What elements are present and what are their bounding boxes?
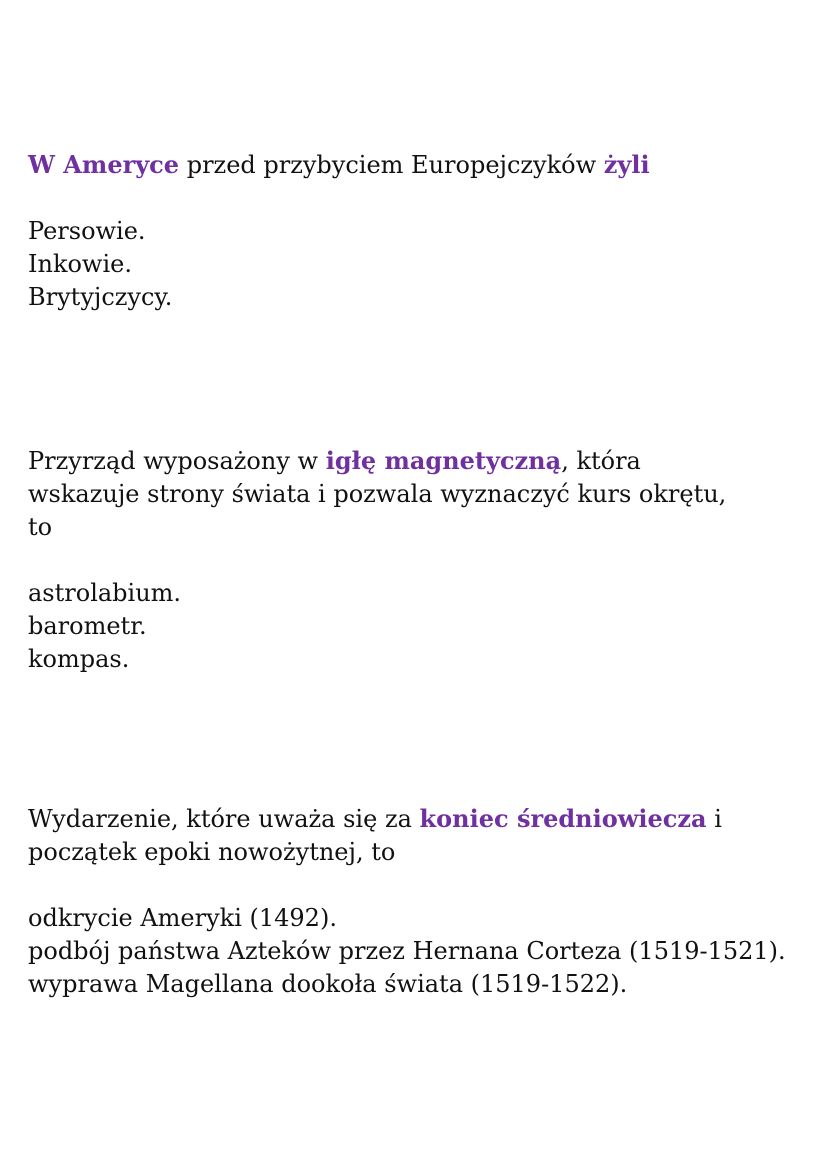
answer-option[interactable]: kompas. — [28, 645, 130, 673]
answer-option[interactable]: Persowie. — [28, 217, 146, 245]
answer-option[interactable]: barometr. — [28, 612, 147, 640]
answer-option[interactable]: podbój państwa Azteków przez Hernana Corteza (1519-1521). — [28, 937, 786, 965]
question-3 — [28, 802, 803, 1001]
question-2 — [28, 444, 728, 676]
text: Przyrząd wyposażony w — [28, 447, 326, 475]
text: , która wskazuje strony świata i pozwala wyznaczyć kurs okrętu, to — [28, 447, 727, 541]
answer-option[interactable]: Brytyjczycy. — [28, 283, 173, 311]
question-1 — [28, 148, 798, 314]
answer-option[interactable]: astrolabium. — [28, 579, 182, 607]
highlight: W Ameryce — [28, 150, 180, 179]
highlight: igłę magnetyczną — [325, 446, 562, 475]
question-2-text — [28, 444, 728, 544]
question-1-text — [28, 148, 798, 182]
answer-option[interactable]: odkrycie Ameryki (1492). — [28, 904, 337, 932]
text: i początek epoki nowożytnej, to — [28, 805, 722, 866]
text: przed przybyciem Europejczyków — [179, 151, 604, 179]
answer-option[interactable]: Inkowie. — [28, 250, 132, 278]
question-3-text — [28, 802, 803, 869]
highlight: koniec średniowiecza — [419, 804, 707, 833]
text: Wydarzenie, które uważa się za — [28, 805, 420, 833]
answer-option[interactable]: wyprawa Magellana dookoła świata (1519-1522). — [28, 970, 628, 998]
highlight: żyli — [603, 150, 650, 179]
